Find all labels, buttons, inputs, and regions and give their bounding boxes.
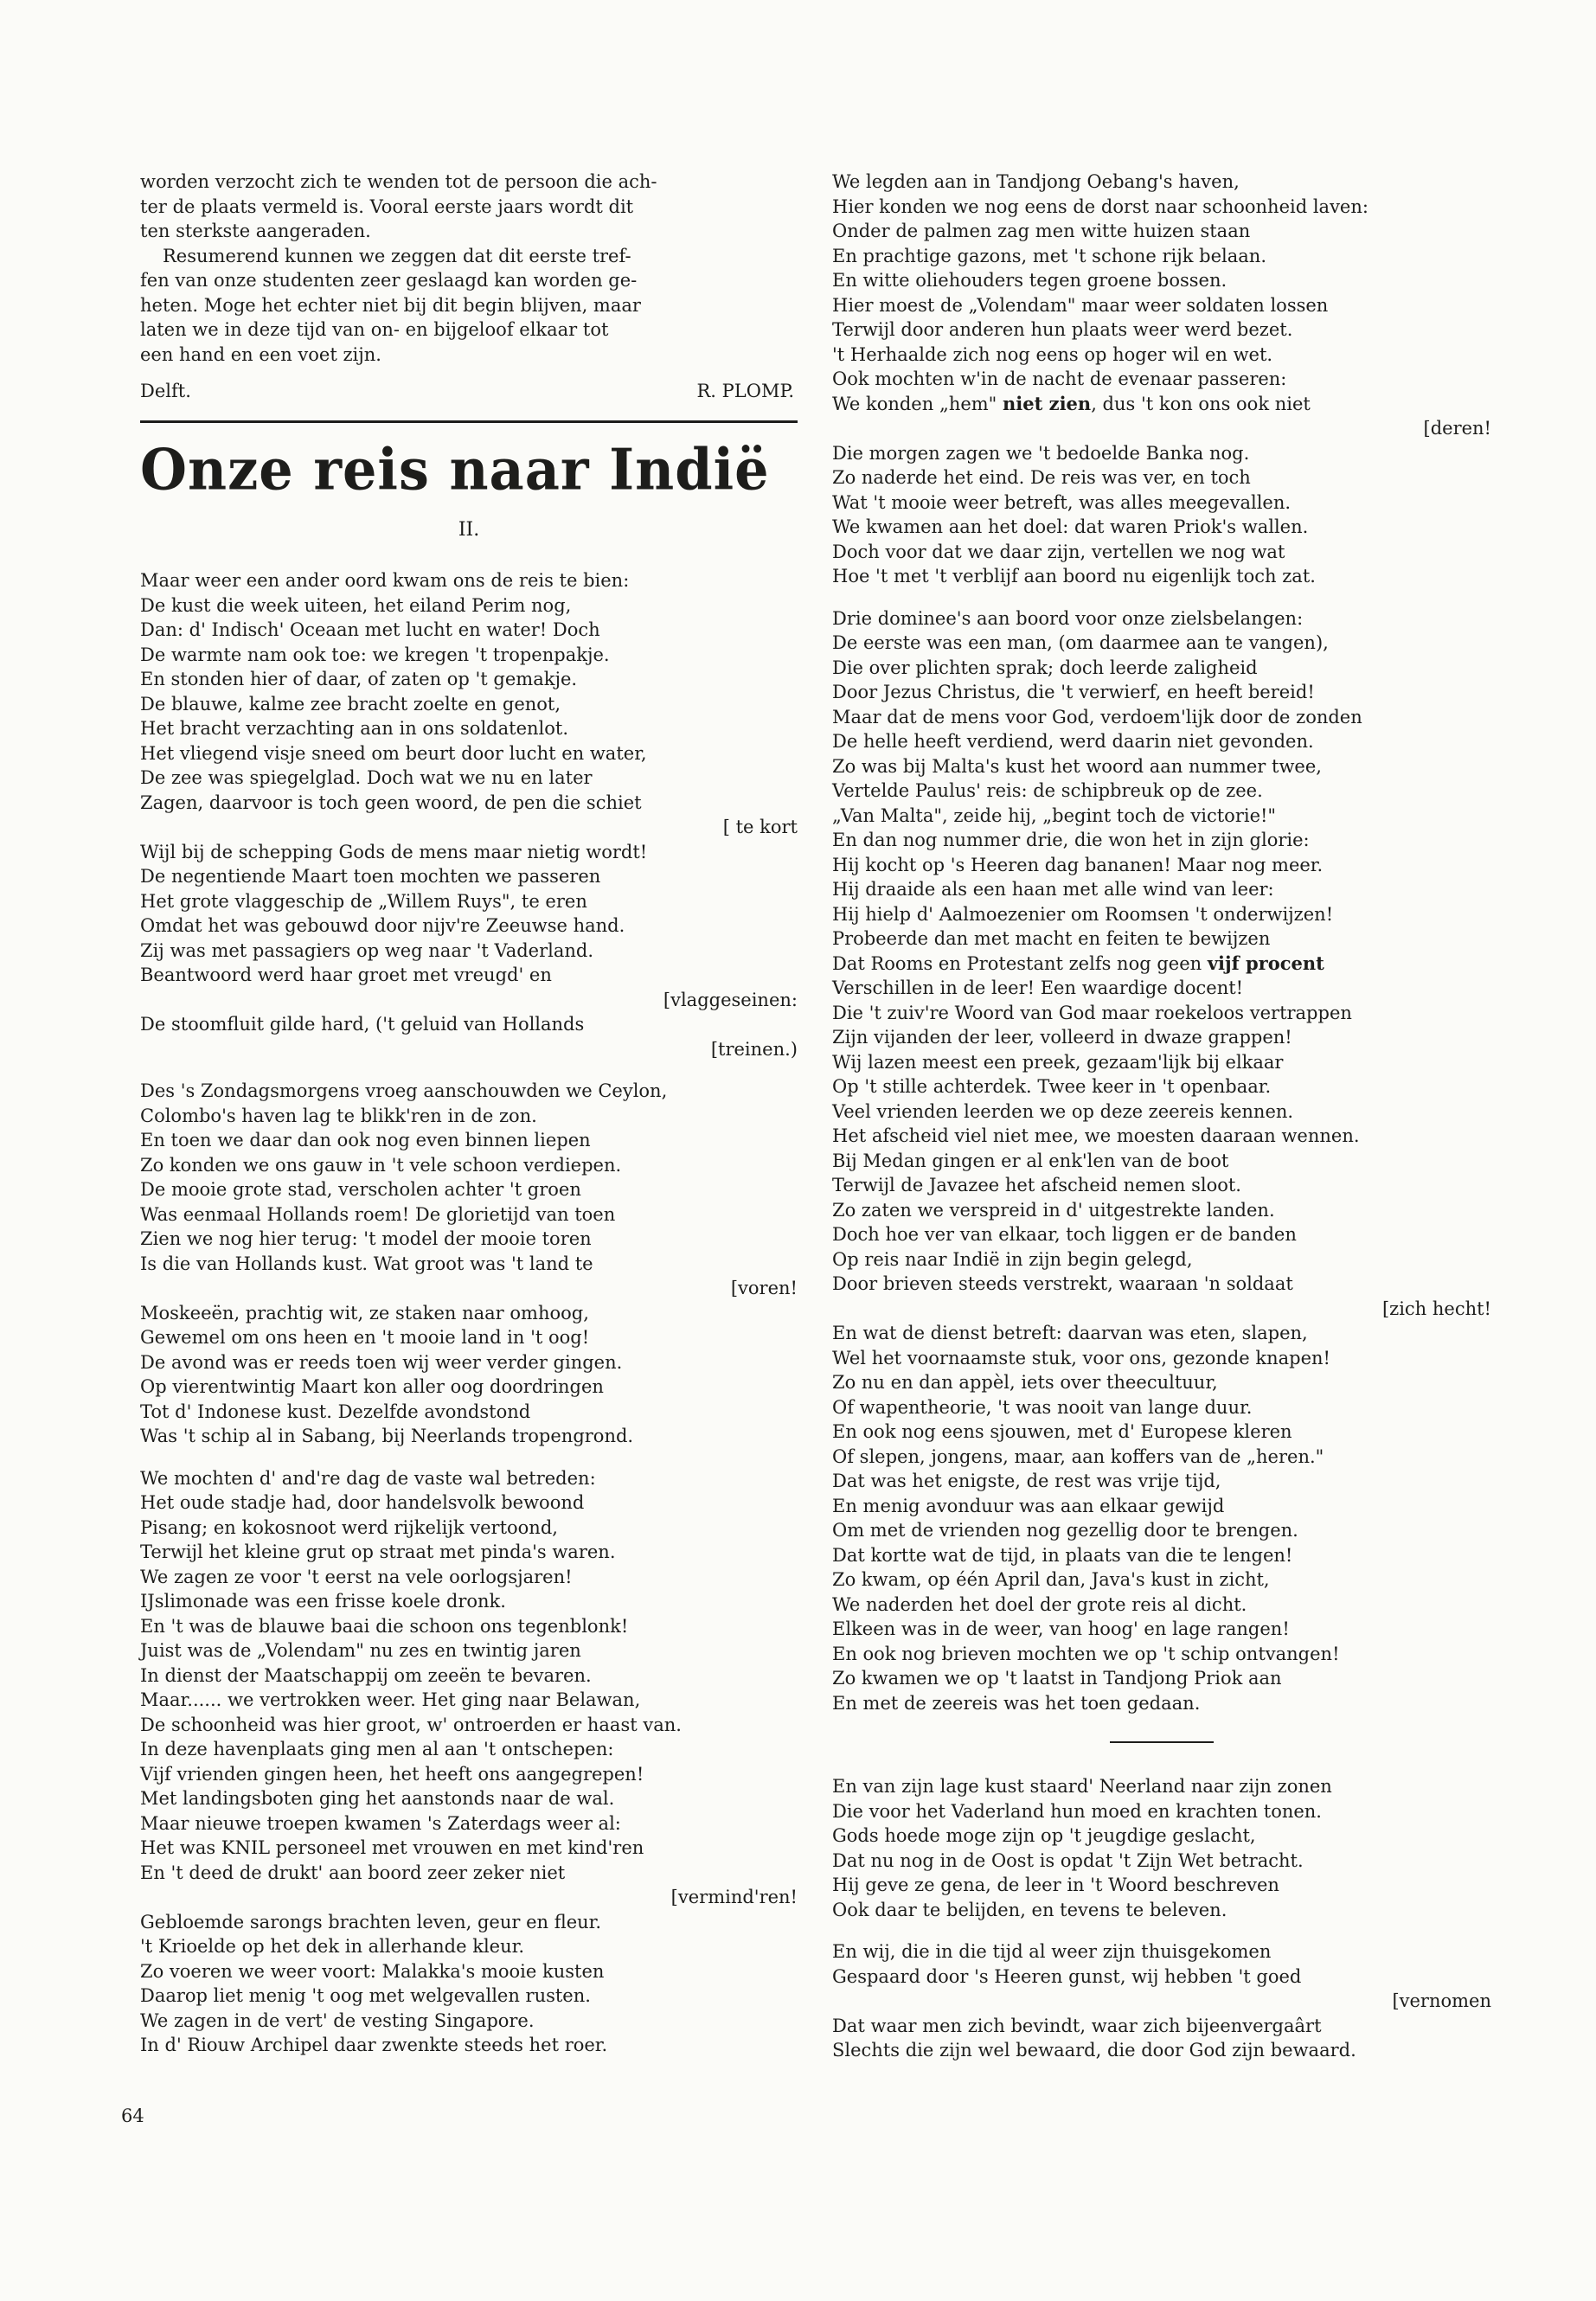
poem-line: Juist was de „Volendam" nu zes en twintig jaren <box>140 1640 581 1661</box>
poem-line: Die 't zuiv're Woord van God maar roekeloos vertrappen <box>832 1002 1352 1023</box>
poem-line: Hij draaide als een haan met alle wind van leer: <box>832 879 1274 900</box>
poem-line: De mooie grote stad, verscholen achter 't groen <box>140 1179 581 1200</box>
poem-line: Op vierentwintig Maart kon aller oog doordringen <box>140 1376 604 1397</box>
poem-line: Die morgen zagen we 't bedoelde Banka nog. <box>832 442 1250 464</box>
poem-line: En 't was de blauwe baai die schoon ons tegenblonk! <box>140 1615 629 1637</box>
poem-line: Op 't stille achterdek. Twee keer in 't openbaar. <box>832 1076 1272 1097</box>
poem-line: Zijn vijanden der leer, volleerd in dwaze grappen! <box>832 1027 1292 1048</box>
signature <box>140 379 798 403</box>
poem-line: Of slepen, jongens, maar, aan koffers van de „heren." <box>832 1445 1324 1467</box>
poem-line: In d' Riouw Archipel daar zwenkte steeds het roer. <box>140 2035 608 2055</box>
poem-line: 't Krioelde op het dek in allerhande kleur. <box>140 1936 525 1957</box>
text-line: laten we in deze tijd van on- en bijgeloof elkaar tot <box>140 319 609 340</box>
poem-line: Dat waar men zich bevindt, waar zich bijeenvergaârt <box>832 2015 1322 2036</box>
poem-line: De blauwe, kalme zee bracht zoelte en genot, <box>140 693 561 715</box>
poem-line-continuation: [deren! <box>1423 418 1491 439</box>
poem-line: Drie dominee's aan boord voor onze zielsbelangen: <box>832 607 1304 629</box>
poem-line: De schoonheid was hier groot, w' ontroerden er haast van. <box>140 1714 682 1735</box>
poem-line: Zagen, daarvoor is toch geen woord, de pen die schiet <box>140 792 642 813</box>
poem-line: Pisang; en kokosnoot werd rijkelijk vertoond, <box>140 1516 558 1538</box>
poem-line-emphasis: niet zien <box>1003 392 1092 414</box>
text-line: Resumerend kunnen we zeggen dat dit eerste tref- <box>163 245 631 266</box>
poem-line: We naderden het doel der grote reis al dicht. <box>832 1593 1247 1615</box>
poem-line: Wel het voornaamste stuk, voor ons, gezonde knapen! <box>832 1347 1330 1368</box>
poem-line: Gebloemde sarongs brachten leven, geur en fleur. <box>140 1911 602 1932</box>
poem-line: Het bracht verzachting aan in ons soldatenlot. <box>140 718 568 739</box>
text-line: fen van onze studenten zeer geslaagd kan worden ge- <box>140 270 638 291</box>
poem-line: Het afscheid viel niet mee, we moesten daaraan wennen. <box>832 1125 1360 1146</box>
poem-stanza <box>140 1079 798 1449</box>
poem-line: Zo kwam, op één April dan, Java's kust in zicht, <box>832 1569 1270 1590</box>
poem-line: Tot d' Indonese kust. Dezelfde avondstond <box>140 1400 531 1422</box>
poem-line: We zagen ze voor 't eerst na vele oorlogsjaren! <box>140 1566 573 1587</box>
poem-line: Maar dat de mens voor God, verdoem'lijk door de zonden <box>832 706 1362 727</box>
poem-line: De helle heeft verdiend, werd daarin niet gevonden. <box>832 731 1314 752</box>
poem-line: Het grote vlaggeschip de „Willem Ruys", te eren <box>140 890 587 912</box>
poem-line-continuation: [voren! <box>730 1278 798 1298</box>
poem-line: Dat nu nog in de Oost is opdat 't Zijn Wet betracht. <box>832 1849 1304 1871</box>
poem-line: Zo konden we ons gauw in 't vele schoon verdiepen. <box>140 1154 622 1176</box>
right-column <box>832 170 1491 2063</box>
poem-line-part: We konden „hem" <box>832 393 1003 414</box>
signature-place: Delft. <box>140 381 191 401</box>
intro-paragraph <box>140 170 798 367</box>
poem-line: Gewemel om ons heen en 't mooie land in 't oog! <box>140 1327 590 1348</box>
poem-line: Terwijl de Javazee het afscheid nemen sloot. <box>832 1175 1241 1195</box>
poem-line-continuation: [zich hecht! <box>1381 1298 1491 1319</box>
poem-line: Daarop liet menig 't oog met welgevallen rusten. <box>140 1985 591 2006</box>
signature-name: R. PLOMP. <box>696 381 794 401</box>
poem-line: Maar nieuwe troepen kwamen 's Zaterdags weer al: <box>140 1812 621 1834</box>
poem-line: En menig avonduur was aan elkaar gewijd <box>832 1495 1225 1516</box>
article-title: Onze reis naar Indië <box>140 436 770 503</box>
poem-line: Zo kwamen we op 't laatst in Tandjong Priok aan <box>832 1668 1282 1689</box>
poem-line: Elkeen was in de weer, van hoog' en lage rangen! <box>832 1618 1290 1639</box>
poem-line: In deze havenplaats ging men al aan 't ontschepen: <box>140 1739 614 1759</box>
poem-line: Gods hoede moge zijn op 't jeugdige geslacht, <box>832 1825 1256 1846</box>
poem-line: Gespaard door 's Heeren gunst, wij hebben 't goed <box>832 1965 1302 1987</box>
poem-line: Ook mochten w'in de nacht de evenaar passeren: <box>832 369 1287 389</box>
poem-line: Vijf vrienden gingen heen, het heeft ons aangegrepen! <box>140 1763 644 1785</box>
poem-line: Des 's Zondagsmorgens vroeg aanschouwden we Ceylon, <box>140 1080 668 1101</box>
poem-line-continuation: [vermind'ren! <box>670 1887 798 1907</box>
text-line: een hand en een voet zijn. <box>140 343 381 365</box>
poem-line: Hij hielp d' Aalmoezenier om Roomsen 't onderwijzen! <box>832 903 1334 925</box>
poem-line: Zo zaten we verspreid in d' uitgestrekte landen. <box>832 1199 1275 1221</box>
poem-line: De stoomfluit gilde hard, ('t geluid van Hollands <box>140 1014 585 1035</box>
poem-line: Hier moest de „Volendam" maar weer soldaten lossen <box>832 294 1329 316</box>
poem-line: En witte oliehouders tegen groene bossen. <box>832 270 1227 291</box>
poem-line: Door Jezus Christus, die 't verwierf, en heeft bereid! <box>832 682 1315 702</box>
poem-line: Het was KNIL personeel met vrouwen en met kind'ren <box>140 1837 644 1858</box>
poem-line: En ook nog eens sjouwen, met d' Europese kleren <box>832 1421 1292 1442</box>
poem-line: IJslimonade was een frisse koele dronk. <box>140 1591 506 1612</box>
poem-line: Door brieven steeds verstrekt, waaraan 'n soldaat <box>832 1273 1293 1294</box>
poem-line: De negentiende Maart toen mochten we passeren <box>140 866 601 887</box>
poem-line: In dienst der Maatschappij om zeeën te bevaren. <box>140 1664 592 1686</box>
poem-line: Zo voeren we weer voort: Malakka's mooie kusten <box>140 1960 605 1982</box>
poem-line <box>832 392 1491 417</box>
poem-line: Om met de vrienden nog gezellig door te brengen. <box>832 1520 1298 1541</box>
poem-line: Colombo's haven lag te blikk'ren in de zon. <box>140 1105 537 1126</box>
poem-stanza <box>832 170 1491 589</box>
poem-line: Met landingsboten ging het aanstonds naar de wal. <box>140 1788 615 1809</box>
poem-line: Hoe 't met 't verblijf aan boord nu eigenlijk toch zat. <box>832 566 1316 586</box>
poem-line: Terwijl door anderen hun plaats weer werd bezet. <box>832 319 1293 340</box>
page-number: 64 <box>121 2106 144 2126</box>
poem-line: De zee was spiegelglad. Doch wat we nu en later <box>140 767 593 788</box>
poem-line: Hij geve ze gena, de leer in 't Woord beschreven <box>832 1875 1279 1895</box>
poem-line-emphasis: vijf procent <box>1207 952 1324 974</box>
poem-line-continuation: [vernomen <box>1392 1990 1491 2011</box>
article-part: II. <box>458 519 480 541</box>
text-line: worden verzocht zich te wenden tot de persoon die ach- <box>140 171 657 192</box>
poem-line: Was eenmaal Hollands roem! De glorietijd van toen <box>140 1203 616 1225</box>
poem-line: De kust die week uiteen, het eiland Perim nog, <box>140 594 572 616</box>
poem-line: Doch voor dat we daar zijn, vertellen we nog wat <box>832 541 1285 562</box>
poem-line: „Van Malta", zeide hij, „begint toch de victorie!" <box>832 804 1277 826</box>
poem-line: Bij Medan gingen er al enk'len van de boot <box>832 1150 1229 1171</box>
poem-line: Zo naderde het eind. De reis was ver, en toch <box>832 467 1251 488</box>
poem-line: Of wapentheorie, 't was nooit van lange duur. <box>832 1396 1253 1418</box>
poem-line: Was 't schip al in Sabang, bij Neerlands tropengrond. <box>140 1426 634 1446</box>
poem-line: Vertelde Paulus' reis: de schipbreuk op de zee. <box>832 780 1263 801</box>
poem-line: En van zijn lage kust staard' Neerland naar zijn zonen <box>832 1776 1332 1797</box>
poem-line: Dat kortte wat de tijd, in plaats van die te lengen! <box>832 1544 1293 1566</box>
poem-line: Zien we nog hier terug: 't model der mooie toren <box>140 1228 592 1249</box>
poem-line: We mochten d' and're dag de vaste wal betreden: <box>140 1467 596 1489</box>
poem-line: Dat was het enigste, de rest was vrije tijd, <box>832 1471 1221 1491</box>
poem-line: Ook daar te belijden, en tevens te beleven. <box>832 1899 1227 1920</box>
poem-stanza <box>832 1939 1491 2063</box>
poem-line: Wat 't mooie weer betreft, was alles meegevallen. <box>832 491 1292 513</box>
poem-line: Verschillen in de leer! Een waardige docent! <box>832 977 1244 998</box>
poem-line: Doch hoe ver van elkaar, toch liggen er de banden <box>832 1224 1297 1245</box>
poem-line: De warmte nam ook toe: we kregen 't tropenpakje. <box>140 644 610 665</box>
poem-line: Zo was bij Malta's kust het woord aan nummer twee, <box>832 755 1322 777</box>
poem-stanza <box>140 568 798 1061</box>
text-line: ter de plaats vermeld is. Vooral eerste jaars wordt dit <box>140 195 634 217</box>
poem-line: De avond was er reeds toen wij weer verder gingen. <box>140 1351 623 1373</box>
poem-line-part: Dat Rooms en Protestant zelfs nog geen <box>832 952 1208 974</box>
poem-line-part: , dus 't kon ons ook niet <box>1091 393 1311 414</box>
poem-line-continuation: [vlaggeseinen: <box>663 989 798 1010</box>
stanza-separator <box>1110 1741 1214 1743</box>
section-rule <box>140 420 798 423</box>
poem-line: Wij lazen meest een preek, gezaam'lijk bij elkaar <box>832 1051 1284 1073</box>
poem-line: En dan nog nummer drie, die won het in zijn glorie: <box>832 830 1310 850</box>
poem-line: Het vliegend visje sneed om beurt door lucht en water, <box>140 742 647 764</box>
poem-line <box>832 952 1491 977</box>
poem-line: Op reis naar Indië in zijn begin gelegd, <box>832 1248 1193 1270</box>
poem-line: Het oude stadje had, door handelsvolk bewoond <box>140 1492 585 1513</box>
poem-line: De eerste was een man, (om daarmee aan te vangen), <box>832 632 1329 653</box>
poem-stanza <box>140 1466 798 2058</box>
poem-line: Onder de palmen zag men witte huizen staan <box>832 221 1251 241</box>
poem-line: En wij, die in die tijd al weer zijn thuisgekomen <box>832 1941 1272 1962</box>
poem-line: Is die van Hollands kust. Wat groot was 't land te <box>140 1253 593 1274</box>
poem-line: Dan: d' Indisch' Oceaan met lucht en water! Doch <box>140 619 600 640</box>
poem-line: En prachtige gazons, met 't schone rijk belaan. <box>832 245 1267 266</box>
poem-line-continuation: [treinen.) <box>710 1038 798 1060</box>
poem-line: Veel vrienden leerden we op deze zeereis kennen. <box>832 1100 1294 1122</box>
poem-line: En ook nog brieven mochten we op 't schip ontvangen! <box>832 1643 1340 1664</box>
poem-line: Hier konden we nog eens de dorst naar schoonheid laven: <box>832 195 1368 217</box>
poem-line-continuation: [ te kort <box>722 817 798 837</box>
left-column <box>140 170 798 2058</box>
poem-stanza <box>832 1774 1491 1922</box>
poem-line: Hij kocht op 's Heeren dag bananen! Maar nog meer. <box>832 854 1324 875</box>
poem-line: En wat de dienst betreft: daarvan was eten, slapen, <box>832 1323 1308 1343</box>
poem-stanza <box>832 606 1491 1716</box>
text-line: heten. Moge het echter niet bij dit begin blijven, maar <box>140 294 641 316</box>
poem-line: 't Herhaalde zich nog eens op hoger wil en wet. <box>832 343 1273 365</box>
poem-line: En 't deed de drukt' aan boord zeer zeker niet <box>140 1862 566 1883</box>
poem-line: En toen we daar dan ook nog even binnen liepen <box>140 1130 591 1150</box>
poem-line: Zo nu en dan appèl, iets over theecultuur, <box>832 1372 1218 1393</box>
poem-line: Omdat het was gebouwd door nijv're Zeeuwse hand. <box>140 915 625 936</box>
poem-line: En stonden hier of daar, of zaten op 't gemakje. <box>140 669 578 689</box>
poem-line: Maar weer een ander oord kwam ons de reis te bien: <box>140 570 630 591</box>
poem-line: Moskeeën, prachtig wit, ze staken naar omhoog, <box>140 1302 589 1324</box>
poem-line: Slechts die zijn wel bewaard, die door God zijn bewaard. <box>832 2040 1356 2061</box>
poem-line: Die voor het Vaderland hun moed en krachten tonen. <box>832 1800 1322 1822</box>
poem-line: We zagen in de vert' de vesting Singapore. <box>140 2009 535 2031</box>
poem-line: En met de zeereis was het toen gedaan. <box>832 1692 1201 1714</box>
poem-line: Probeerde dan met macht en feiten te bewijzen <box>832 928 1271 949</box>
poem-line: Die over plichten sprak; doch leerde zaligheid <box>832 657 1258 678</box>
poem-line: Terwijl het kleine grut op straat met pinda's waren. <box>140 1541 616 1562</box>
poem-line: We legden aan in Tandjong Oebang's haven, <box>832 171 1240 192</box>
text-line: ten sterkste aangeraden. <box>140 221 371 241</box>
poem-line: Wijl bij de schepping Gods de mens maar nietig wordt! <box>140 841 648 862</box>
poem-line: Beantwoord werd haar groet met vreugd' en <box>140 965 552 985</box>
poem-line: We kwamen aan het doel: dat waren Priok's wallen. <box>832 516 1309 537</box>
poem-line: Zij was met passagiers op weg naar 't Vaderland. <box>140 939 594 961</box>
poem-line: Maar...... we vertrokken weer. Het ging naar Belawan, <box>140 1689 641 1710</box>
